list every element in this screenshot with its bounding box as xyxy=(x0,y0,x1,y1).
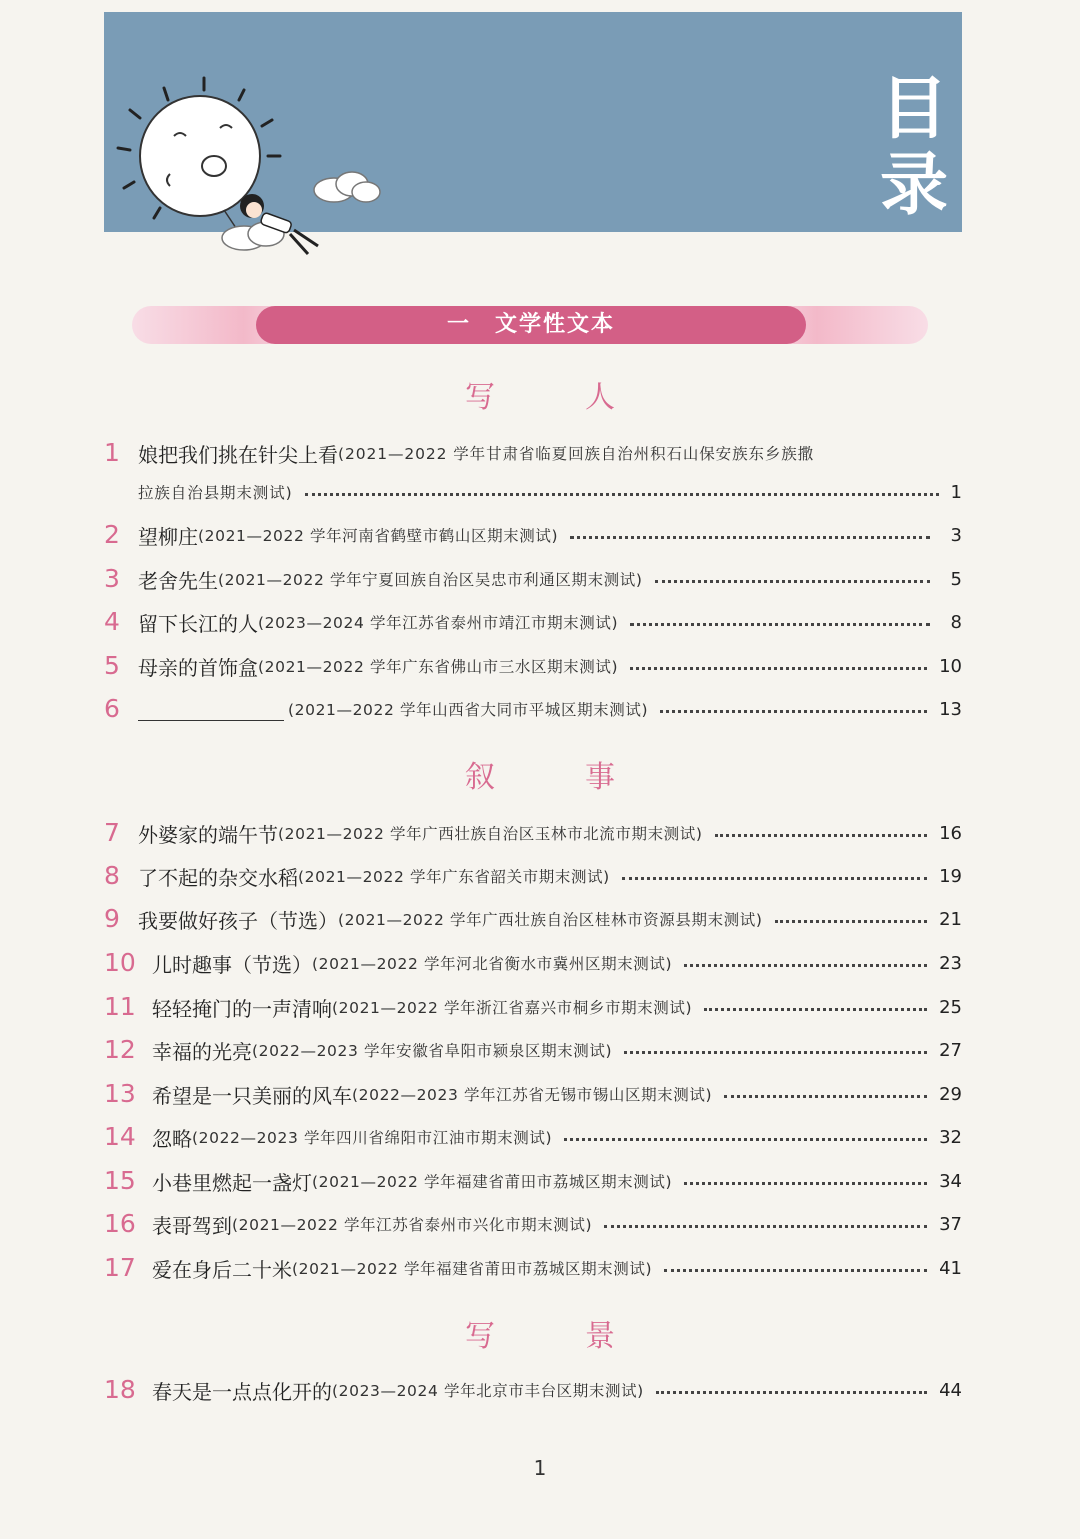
entry-source: (2022—2023 学年四川省绵阳市江油市期末测试) xyxy=(192,1129,553,1147)
sun-child-illustration xyxy=(104,70,404,270)
entry-number: 4 xyxy=(104,607,120,636)
leader-dots xyxy=(655,580,930,583)
toc-entry-17[interactable] xyxy=(104,1249,962,1289)
leader-dots xyxy=(305,493,939,496)
entry-title: 望柳庄 xyxy=(138,524,198,549)
toc-entry-3[interactable] xyxy=(104,560,962,600)
leader-dots xyxy=(630,623,930,626)
leader-dots xyxy=(775,920,928,923)
entry-source-cont: 拉族自治县期末测试) xyxy=(138,484,293,502)
entry-title: 春天是一点点化开的 xyxy=(152,1379,332,1404)
toc-entry-18[interactable] xyxy=(104,1371,962,1411)
toc-entry-9[interactable] xyxy=(104,900,962,940)
entry-source: (2021—2022 学年甘肃省临夏回族自治州积石山保安族东乡族撒 xyxy=(338,445,815,463)
entry-page: 10 xyxy=(939,655,962,677)
entry-number: 18 xyxy=(104,1375,136,1404)
toc-entry-11[interactable] xyxy=(104,988,962,1028)
entry-number: 6 xyxy=(104,694,120,723)
entry-page: 19 xyxy=(939,865,962,887)
group-heading-scenery: 写 景 xyxy=(465,1319,645,1354)
entry-title: 儿时趣事（节选） xyxy=(152,952,312,977)
entry-page: 25 xyxy=(939,996,962,1018)
group-heading-narrative: 叙 事 xyxy=(465,760,645,795)
leader-dots xyxy=(604,1225,927,1228)
title-char-2: 录 xyxy=(879,146,948,225)
toc-entry-6[interactable] xyxy=(104,690,962,730)
entry-title: 轻轻掩门的一声清响 xyxy=(152,996,332,1021)
toc-entry-16[interactable] xyxy=(104,1205,962,1245)
entry-title: 留下长江的人 xyxy=(138,611,258,636)
entry-number: 5 xyxy=(104,651,120,680)
leader-dots xyxy=(570,536,930,539)
entry-number: 15 xyxy=(104,1166,136,1195)
leader-dots xyxy=(660,710,927,713)
entry-number: 14 xyxy=(104,1122,136,1151)
group-heading-portrait: 写 人 xyxy=(465,380,645,415)
entry-title: 爱在身后二十米 xyxy=(152,1257,292,1282)
toc-entry-13[interactable] xyxy=(104,1075,962,1115)
entry-number: 9 xyxy=(104,904,120,933)
entry-number: 17 xyxy=(104,1253,136,1282)
leader-dots xyxy=(704,1008,927,1011)
entry-source: (2021—2022 学年浙江省嘉兴市桐乡市期末测试) xyxy=(332,999,693,1017)
entry-number: 11 xyxy=(104,992,136,1021)
entry-page: 5 xyxy=(950,568,962,590)
entry-source: (2021—2022 学年广东省韶关市期末测试) xyxy=(298,868,610,886)
entry-page: 1 xyxy=(950,481,962,503)
leader-dots xyxy=(684,1182,927,1185)
leader-dots xyxy=(664,1269,927,1272)
toc-entry-8[interactable] xyxy=(104,857,962,897)
entry-source: (2023—2024 学年北京市丰台区期末测试) xyxy=(332,1382,644,1400)
entry-page: 44 xyxy=(939,1379,962,1401)
entry-title: 幸福的光亮 xyxy=(152,1039,252,1064)
toc-entry-5[interactable] xyxy=(104,647,962,687)
entry-number: 7 xyxy=(104,818,120,847)
leader-dots xyxy=(715,834,928,837)
entry-page: 16 xyxy=(939,822,962,844)
entry-source: (2021—2022 学年福建省莆田市荔城区期末测试) xyxy=(292,1260,653,1278)
entry-title: 了不起的杂交水稻 xyxy=(138,865,298,890)
entry-number: 3 xyxy=(104,564,120,593)
entry-source: (2021—2022 学年福建省莆田市荔城区期末测试) xyxy=(312,1173,673,1191)
entry-title: 我要做好孩子（节选） xyxy=(138,908,338,933)
leader-dots xyxy=(724,1095,927,1098)
entry-source: (2021—2022 学年广西壮族自治区玉林市北流市期末测试) xyxy=(278,825,703,843)
entry-number: 12 xyxy=(104,1035,136,1064)
page-number: 1 xyxy=(533,1456,547,1480)
entry-title: 希望是一只美丽的风车 xyxy=(152,1083,352,1108)
entry-source: (2022—2023 学年安徽省阜阳市颍泉区期末测试) xyxy=(252,1042,613,1060)
entry-title: 娘把我们挑在针尖上看 xyxy=(138,442,338,467)
toc-entry-2[interactable] xyxy=(104,516,962,556)
toc-entry-7[interactable] xyxy=(104,814,962,854)
entry-source: (2021—2022 学年广东省佛山市三水区期末测试) xyxy=(258,658,619,676)
entry-source: (2021—2022 学年广西壮族自治区桂林市资源县期末测试) xyxy=(338,911,763,929)
entry-page: 32 xyxy=(939,1126,962,1148)
entry-page: 23 xyxy=(939,952,962,974)
title-blank[interactable] xyxy=(138,698,284,721)
entry-page: 41 xyxy=(939,1257,962,1279)
entry-page: 13 xyxy=(939,698,962,720)
entry-source: (2021—2022 学年宁夏回族自治区吴忠市利通区期末测试) xyxy=(218,571,643,589)
entry-source: (2021—2022 学年江苏省泰州市兴化市期末测试) xyxy=(232,1216,593,1234)
leader-dots xyxy=(624,1051,927,1054)
leader-dots xyxy=(564,1138,927,1141)
entry-source: (2021—2022 学年河南省鹤壁市鹤山区期末测试) xyxy=(198,527,559,545)
entry-number: 16 xyxy=(104,1209,136,1238)
entry-title: 表哥驾到 xyxy=(152,1213,232,1238)
entry-number: 13 xyxy=(104,1079,136,1108)
entry-page: 27 xyxy=(939,1039,962,1061)
toc-entry-15[interactable] xyxy=(104,1162,962,1202)
toc-entry-12[interactable] xyxy=(104,1031,962,1071)
section-label: 一 文学性文本 xyxy=(256,306,806,344)
title-char-1: 目 xyxy=(879,70,948,149)
entry-page: 37 xyxy=(939,1213,962,1235)
entry-page: 8 xyxy=(950,611,962,633)
entry-title: 外婆家的端午节 xyxy=(138,822,278,847)
toc-entry-14[interactable] xyxy=(104,1118,962,1158)
entry-title: 母亲的首饰盒 xyxy=(138,655,258,680)
leader-dots xyxy=(656,1391,927,1394)
entry-page: 21 xyxy=(939,908,962,930)
toc-entry-10[interactable] xyxy=(104,944,962,984)
entry-page: 34 xyxy=(939,1170,962,1192)
leader-dots xyxy=(630,667,927,670)
section-bar xyxy=(132,306,928,344)
entry-title: 老舍先生 xyxy=(138,568,218,593)
entry-source: (2022—2023 学年江苏省无锡市锡山区期末测试) xyxy=(352,1086,713,1104)
leader-dots xyxy=(684,964,927,967)
leader-dots xyxy=(622,877,927,880)
entry-title: 忽略 xyxy=(152,1126,192,1151)
entry-source: (2021—2022 学年山西省大同市平城区期末测试) xyxy=(288,701,649,719)
toc-entry-4[interactable] xyxy=(104,603,962,643)
entry-page: 29 xyxy=(939,1083,962,1105)
entry-source: (2021—2022 学年河北省衡水市冀州区期末测试) xyxy=(312,955,673,973)
entry-source: (2023—2024 学年江苏省泰州市靖江市期末测试) xyxy=(258,614,619,632)
entry-number: 10 xyxy=(104,948,136,977)
entry-number: 1 xyxy=(104,438,120,467)
entry-number: 2 xyxy=(104,520,120,549)
entry-number: 8 xyxy=(104,861,120,890)
page-title xyxy=(874,72,954,224)
entry-title: 小巷里燃起一盏灯 xyxy=(152,1170,312,1195)
entry-page: 3 xyxy=(950,524,962,546)
